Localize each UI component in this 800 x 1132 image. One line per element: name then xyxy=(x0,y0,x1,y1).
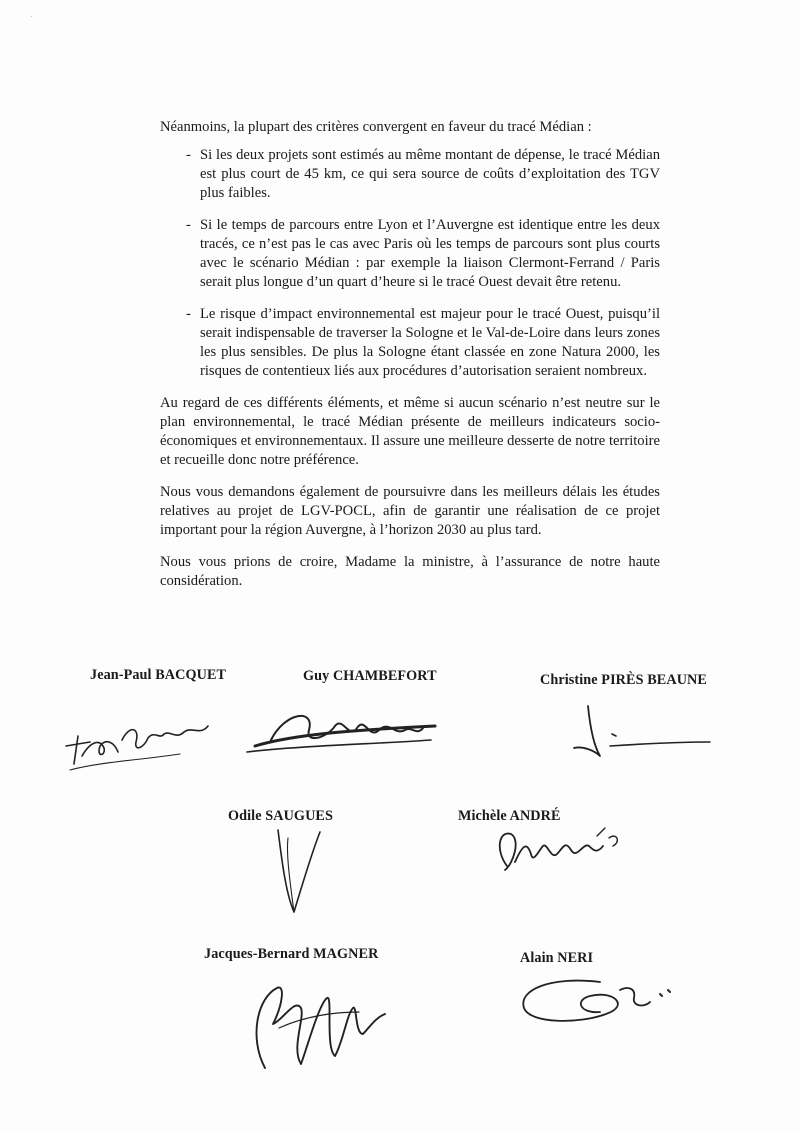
criteria-list xyxy=(160,146,660,381)
bullet-dash: - xyxy=(186,147,191,163)
signatory-name: Christine PIRÈS BEAUNE xyxy=(540,672,707,688)
scan-artifact: · xyxy=(30,12,34,23)
signature-magner xyxy=(235,968,415,1088)
closing-paragraph: Nous vous prions de croire, Madame la ministre, à l’assurance de notre haute considération. xyxy=(160,554,660,589)
signature-bacquet xyxy=(60,712,230,782)
request-paragraph: Nous vous demandons également de poursuivre dans les meilleurs délais les études relatives au projet de LGV-POCL, afin de garantir une réalisation de ce projet important pour la région Auvergne, à l’horizon 2030 au plus tard. xyxy=(160,484,660,538)
bullet-dash: - xyxy=(186,306,191,322)
signatory-name: Michèle ANDRÉ xyxy=(458,808,561,824)
signatory-name: Odile SAUGUES xyxy=(228,808,333,824)
letter-body xyxy=(160,118,660,604)
signature-neri xyxy=(510,968,700,1038)
bullet-text: Le risque d’impact environnemental est majeur pour le tracé Ouest, puisqu’il serait indispensable de traverser la Sologne et le Val-de-Loire dans leurs zones les plus sensibles. De plus la Sologne étant classée en zone Natura 2000, les risques de contentieux liés aux procédures d’autorisation seraient nombreux. xyxy=(200,306,660,379)
signature-chambefort xyxy=(235,700,445,770)
signatory-name: Jean-Paul BACQUET xyxy=(90,667,227,683)
list-item xyxy=(160,146,660,203)
signatory-name: Jacques-Bernard MAGNER xyxy=(204,946,379,962)
bullet-text: Si les deux projets sont estimés au même montant de dépense, le tracé Médian est plus court de 45 km, ce qui sera source de coûts d’exploitation des TGV plus faibles. xyxy=(200,147,660,201)
bullet-dash: - xyxy=(186,217,191,233)
signature-pires-beaune xyxy=(560,700,720,770)
conclusion-paragraph: Au regard de ces différents éléments, et même si aucun scénario n’est neutre sur le plan environnemental, le tracé Médian présente de meilleurs indicateurs socio-économiques et environnementaux. Il assure une meilleure desserte de notre territoire et recueille donc notre préférence. xyxy=(160,395,660,468)
signatory-name: Guy CHAMBEFORT xyxy=(303,668,437,684)
signature-andre xyxy=(485,820,635,880)
signatory-name: Alain NERI xyxy=(520,950,594,966)
list-item xyxy=(160,305,660,381)
signature-saugues xyxy=(260,812,350,922)
intro-paragraph: Néanmoins, la plupart des critères convergent en faveur du tracé Médian : xyxy=(160,119,592,135)
list-item xyxy=(160,216,660,292)
bullet-text: Si le temps de parcours entre Lyon et l’Auvergne est identique entre les deux tracés, ce n’est pas le cas avec Paris où les temps de parcours sont plus courts avec le scénario Médian : par exemple la liaison Clermont-Ferrand / Paris serait plus longue d’un quart d’heure si le tracé Ouest devait être retenu. xyxy=(200,217,660,290)
